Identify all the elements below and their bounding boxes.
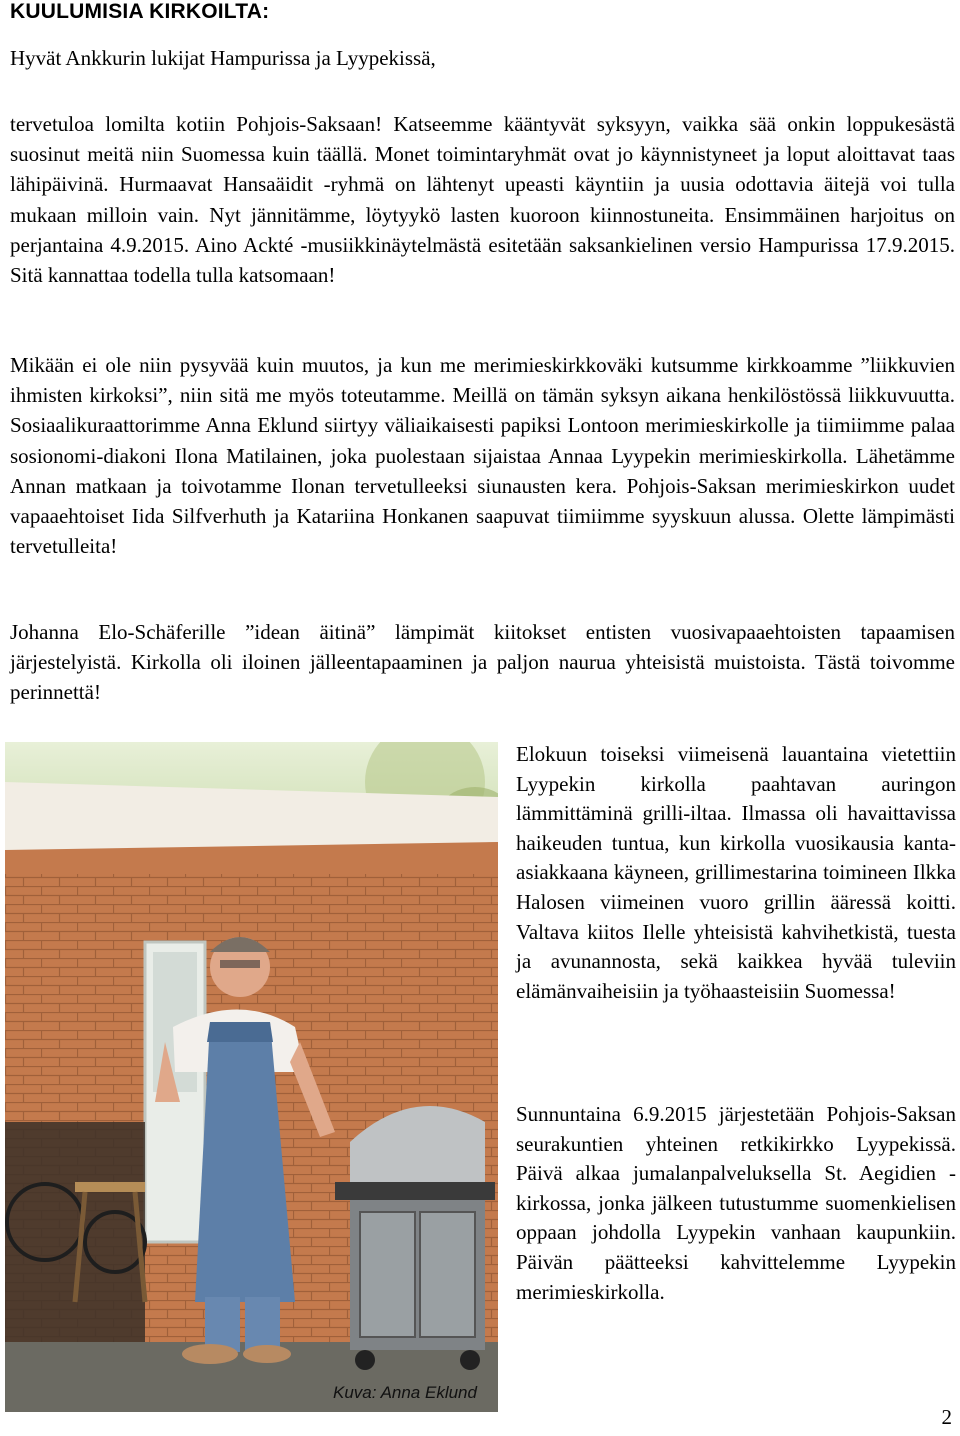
photo-illustration (5, 742, 498, 1412)
photo-caption: Kuva: Anna Eklund (333, 1383, 477, 1402)
paragraph-staff-changes: Mikään ei ole niin pysyvää kuin muutos, ja kun me merimieskirkkoväki kutsumme kirkkoamme ”liikkuvien ihmisten kirkoksi”, niin sitä me myös toteutamme. Meillä on tämän syksyn aikana henkilöstössä liikkuvuutta. Sosiaalikuraattorimme Anna Eklund siirtyy väliaikaisesti papiksi Lontoon merimieskirkolle ja tiimiimme palaa sosionomi-diakoni Ilona Matilainen, joka puolestaan sijaistaa Annaa Lyypekin merimieskirkolla. Lähetämme Annan matkaan ja toivotamme Ilonan tervetulleeksi siunausten kera. Pohjois-Saksan merimieskirkon uudet vapaaehtoiset Iida Silfverhuth ja Katariina Honkanen saapuvat tiimiimme syyskuun alussa. Olette lämpimästi tervetulleita! (10, 353, 955, 559)
page-number: 2 (941, 1405, 952, 1429)
greeting-line: Hyvät Ankkurin lukijat Hampurissa ja Lyypekissä, (10, 46, 436, 70)
photo-grill-evening (5, 742, 498, 1412)
page-heading: KUULUMISIA KIRKOILTA: (10, 0, 270, 23)
paragraph-welcome: tervetuloa lomilta kotiin Pohjois-Saksaan! Katseemme kääntyvät syksyyn, vaikka sää onkin loppukesästä suosinut meitä niin Suomessa kuin täällä. Monet toimintaryhmät ovat jo käynnistyneet ja loput aloittavat taas lähipäivinä. Hurmaavat Hansaäidit -ryhmä on lähtenyt upeasti käyntiin ja uusia odottavia äitejä voi tulla mukaan milloin vain. Nyt jännitämme, löytyykö lasten kuoroon kiinnostuneita. Ensimmäinen harjoitus on perjantaina 4.9.2015. Aino Ackté -musiikkinäytelmästä esitetään saksankielinen versio Hampurissa 17.9.2015. Sitä kannattaa todella tulla katsomaan! (10, 112, 955, 288)
side-paragraph-excursion: Sunnuntaina 6.9.2015 järjestetään Pohjois-Saksan seurakuntien yhteinen retkikirkko Lyypekissä. Päivä alkaa jumalanpalveluksella St. Aegidien -kirkossa, jonka jälkeen tutustumme suomenkielisen oppaan johdolla Lyypekin vanhaan kaupunkiin. Päivän päätteeksi kahvittelemme Lyypekin merimieskirkolla. (516, 1102, 956, 1304)
paragraph-thanks: Johanna Elo-Schäferille ”idean äitinä” lämpimät kiitokset entisten vuosivapaaehtoisten tapaamisen järjestelyistä. Kirkolla oli iloinen jälleentapaaminen ja paljon naurua yhteisistä muistoista. Tästä toivomme perinnettä! (10, 620, 955, 705)
side-paragraph-grill-evening: Elokuun toiseksi viimeisenä lauantaina vietettiin Lyypekin kirkolla paahtavan auringon lämmittäminä grilli-iltaa. Ilmassa oli havaittavissa haikeuden tuntua, kun kirkolla vuosikausia kanta-asiakkaana käyneen, grillimestarina toimineen Ilkka Halosen viimeinen vuoro grillin ääressä koitti. Valtava kiitos Ilelle yhteisistä kahvihetkistä, tuesta ja avunannosta, sekä kaikkea hyvää tuleviin elämänvaiheisiin ja työhaasteisiin Suomessa! (516, 742, 956, 1003)
